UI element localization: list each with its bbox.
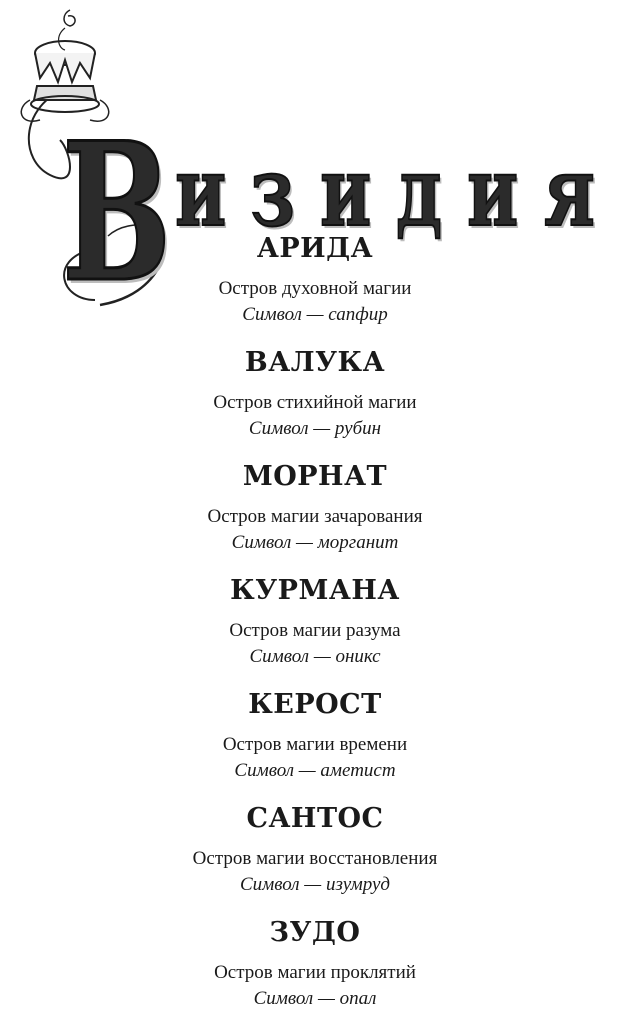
island-description: Остров магии разума bbox=[229, 620, 401, 641]
title-letter: и bbox=[174, 135, 227, 248]
island-entry bbox=[120, 572, 510, 686]
title-letter: з bbox=[250, 135, 295, 248]
island-description: Остров магии времени bbox=[222, 734, 408, 755]
island-name: ВАЛУКА bbox=[244, 347, 386, 378]
island-entry bbox=[120, 800, 510, 914]
title-word bbox=[165, 130, 605, 248]
island-entry bbox=[120, 686, 510, 800]
island-symbol: Символ — аметист bbox=[234, 760, 396, 781]
island-entry bbox=[120, 344, 510, 458]
title-initial: В bbox=[62, 101, 172, 324]
title-letter: и bbox=[319, 135, 371, 248]
title-letter: д bbox=[395, 135, 442, 248]
title-letter: я bbox=[543, 135, 596, 248]
island-name: КУРМАНА bbox=[230, 575, 400, 606]
island-name: ЗУДО bbox=[269, 917, 361, 948]
island-name: АРИДА bbox=[256, 233, 374, 264]
island-entry bbox=[120, 230, 510, 344]
island-description: Остров магии зачарования bbox=[207, 506, 423, 527]
island-symbol: Символ — сапфир bbox=[242, 304, 388, 325]
island-description: Остров духовной магии bbox=[218, 278, 412, 299]
island-description: Остров стихийной магии bbox=[213, 392, 417, 413]
island-name: КЕРОСТ bbox=[248, 689, 382, 720]
island-name: МОРНАТ bbox=[242, 461, 388, 492]
island-symbol: Символ — изумруд bbox=[239, 874, 391, 895]
island-name: САНТОС bbox=[246, 803, 384, 834]
island-entry bbox=[120, 914, 510, 1028]
title-letter: и bbox=[466, 135, 519, 248]
island-description: Остров магии восстановления bbox=[192, 848, 438, 869]
island-symbol: Символ — опал bbox=[253, 988, 377, 1009]
island-symbol: Символ — оникс bbox=[249, 646, 381, 667]
island-description: Остров магии проклятий bbox=[214, 962, 416, 983]
island-symbol: Символ — морганит bbox=[231, 532, 399, 553]
island-symbol: Символ — рубин bbox=[248, 418, 382, 439]
islands-list bbox=[120, 230, 510, 1028]
island-entry bbox=[120, 458, 510, 572]
